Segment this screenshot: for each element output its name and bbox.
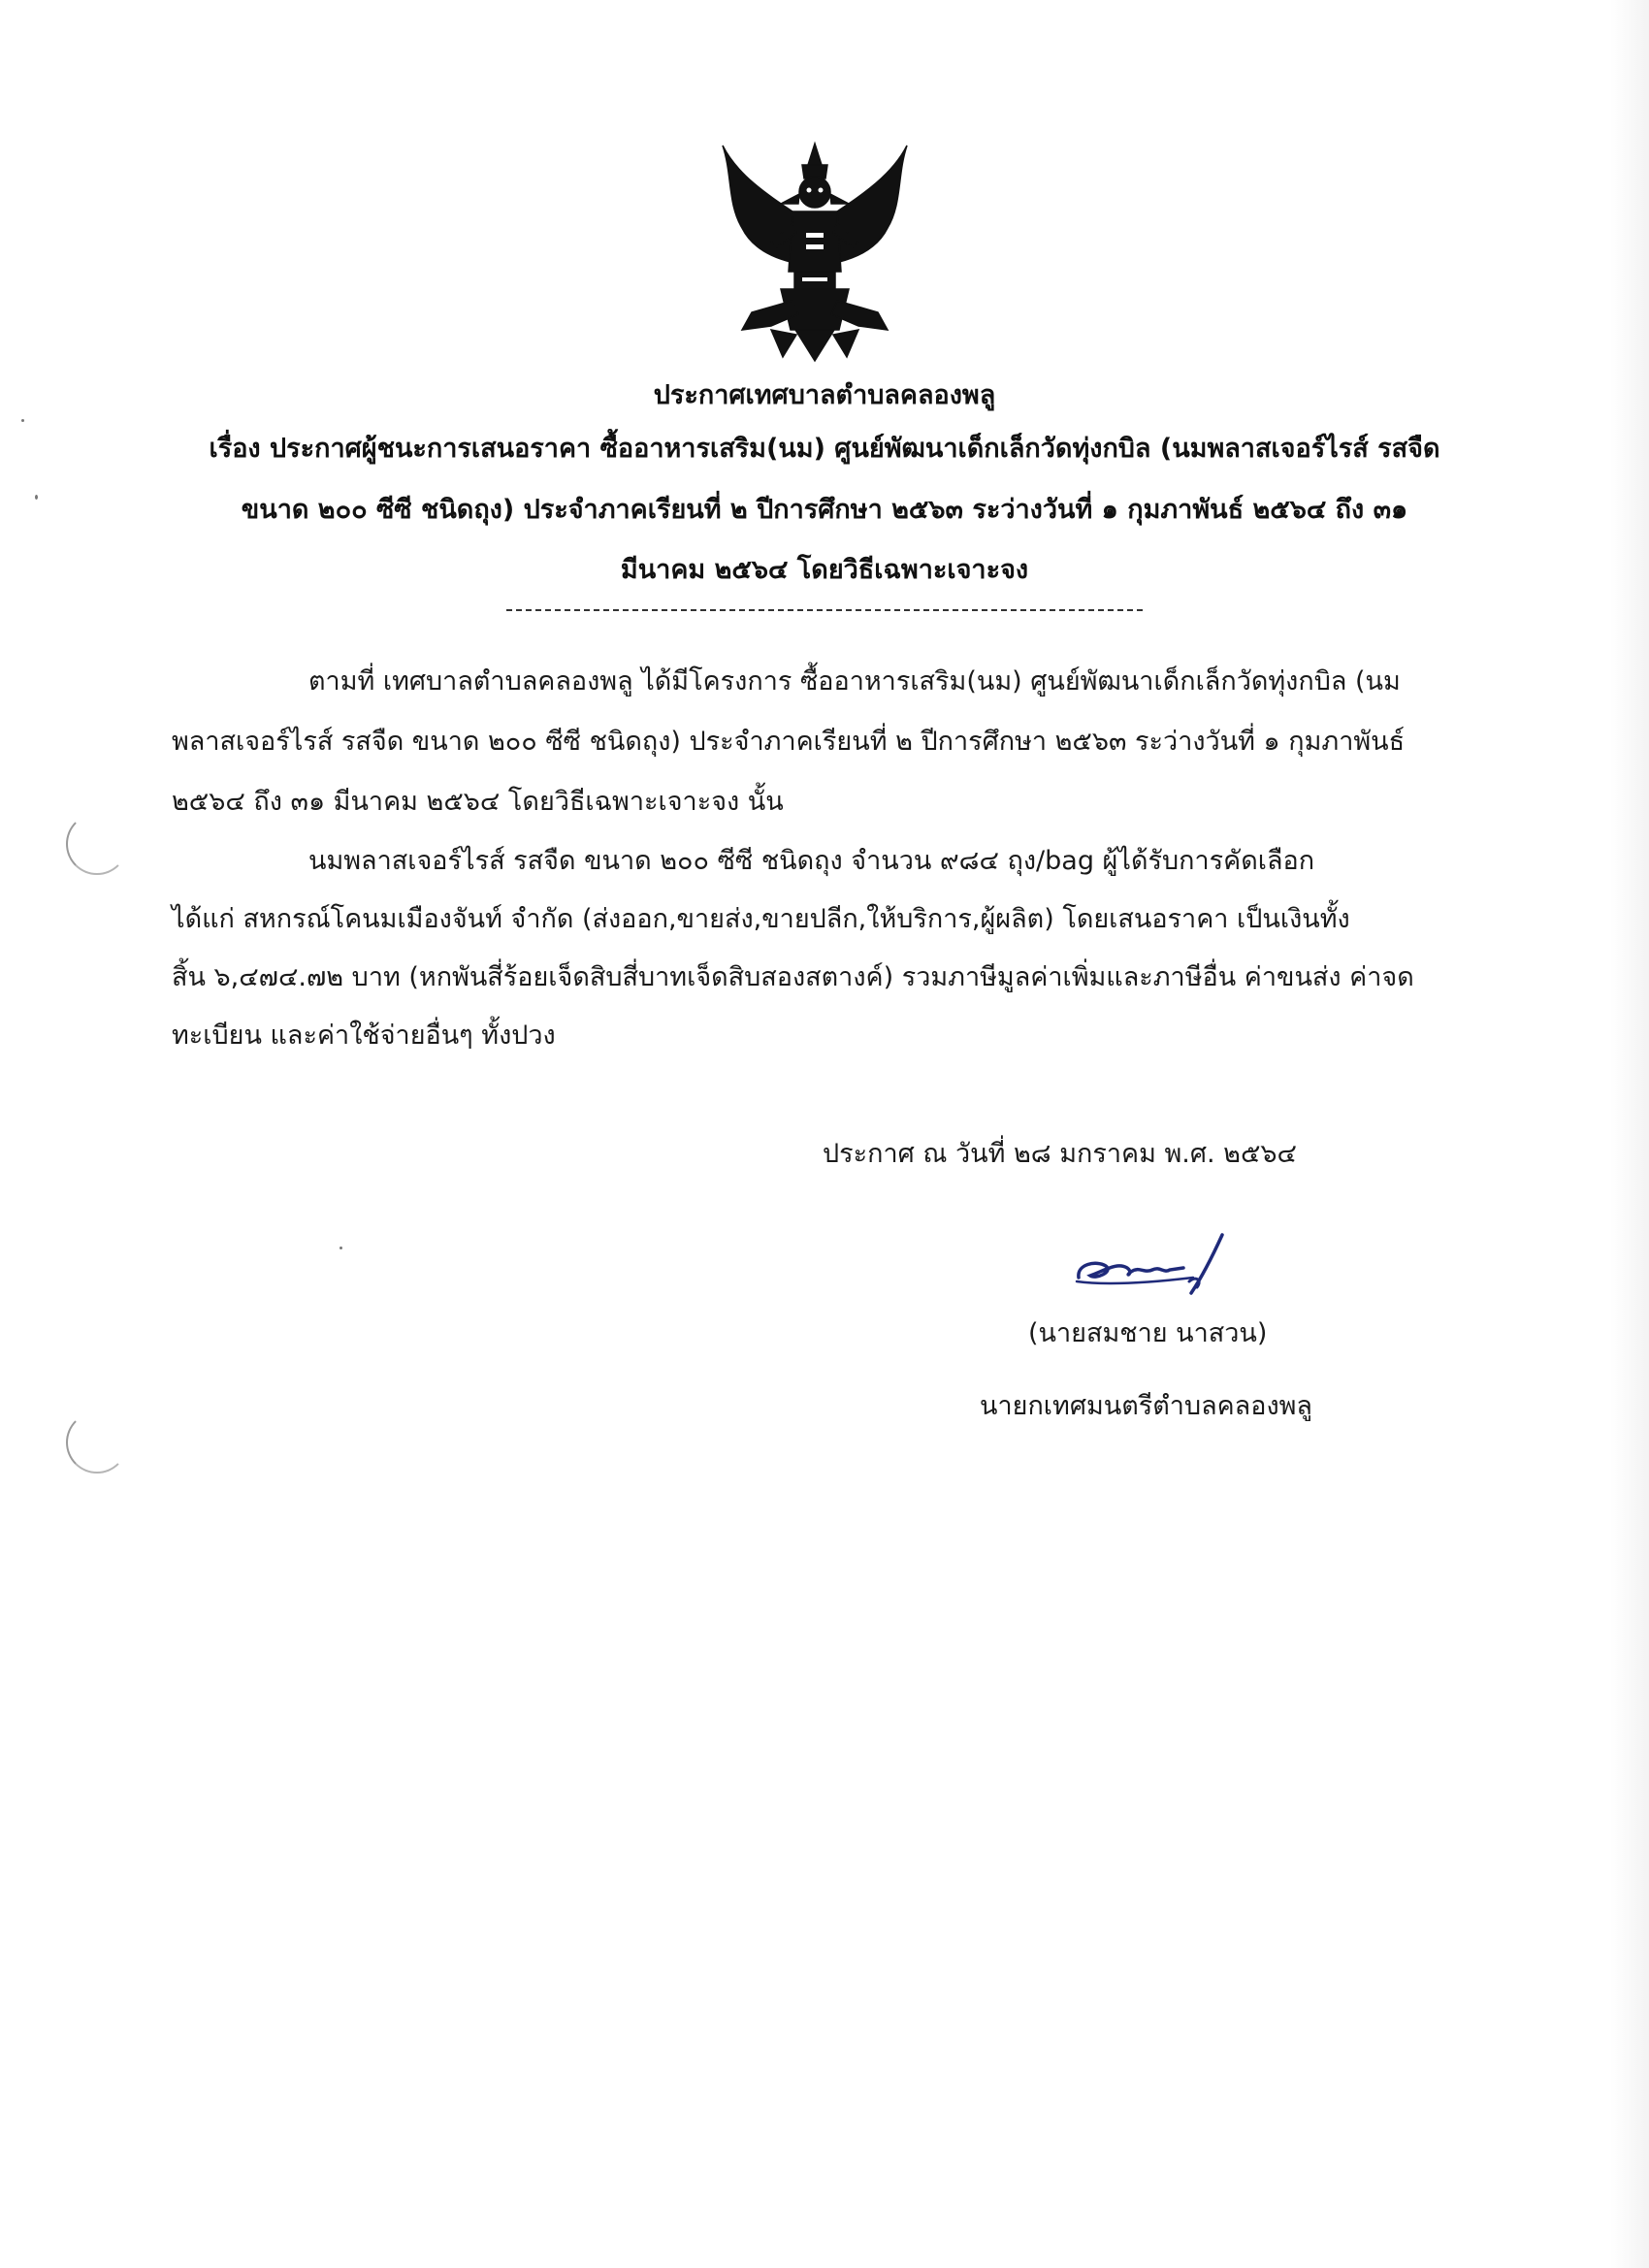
scan-speck	[21, 419, 24, 422]
punch-hole-mark	[66, 813, 128, 875]
scan-speck	[340, 1247, 342, 1249]
body-text-line: พลาสเจอร์ไรส์ รสจืด ขนาด ๒๐๐ ซีซี ชนิดถุง) ประจำภาคเรียนที่ ๒ ปีการศึกษา ๒๕๖๓ ระว่างวันที่ ๑ กุมภาพันธ์	[172, 727, 1406, 757]
announcement-date: ประกาศ ณ วันที่ ๒๘ มกราคม พ.ศ. ๒๕๖๔	[823, 1139, 1297, 1169]
signature-icon	[1067, 1227, 1242, 1305]
garuda-emblem-icon	[713, 136, 917, 364]
subject-line: ขนาด ๒๐๐ ซีซี ชนิดถุง) ประจำภาคเรียนที่ ๒ ปีการศึกษา ๒๕๖๓ ระว่างวันที่ ๑ กุมภาพันธ์ ๒๕๖๔ ถึง ๓๑	[241, 495, 1408, 525]
body-text-line: สิ้น ๖,๔๗๔.๗๒ บาท (หกพันสี่ร้อยเจ็ดสิบสี่บาทเจ็ดสิบสองสตางค์) รวมภาษีมูลค่าเพิ่มและภาษีอื่น ค่าขนส่ง ค่าจด	[172, 962, 1414, 992]
signer-title: นายกเทศมนตรีตำบลคลองพลู	[980, 1391, 1312, 1421]
body-text-line: นมพลาสเจอร์ไรส์ รสจืด ขนาด ๒๐๐ ซีซี ชนิดถุง จำนวน ๙๘๔ ถุง/bag ผู้ได้รับการคัดเลือก	[308, 846, 1315, 876]
subject-line: เรื่อง ประกาศผู้ชนะการเสนอราคา ซื้ออาหารเสริม(นม) ศูนย์พัฒนาเด็กเล็กวัดทุ่งกบิล (นมพลาสเจอร์ไรส์ รสจืด	[209, 434, 1440, 464]
scan-speck	[35, 495, 38, 500]
punch-hole-mark	[66, 1411, 128, 1474]
scan-edge-shadow	[1610, 0, 1649, 2268]
body-text-line: ตามที่ เทศบาลตำบลคลองพลู ได้มีโครงการ ซื้ออาหารเสริม(นม) ศูนย์พัฒนาเด็กเล็กวัดทุ่งกบิล (นม	[308, 666, 1401, 697]
subject-line: มีนาคม ๒๕๖๔ โดยวิธีเฉพาะเจาะจง	[620, 555, 1029, 585]
signer-name: (นายสมชาย นาสวน)	[1028, 1318, 1268, 1348]
divider	[506, 609, 1143, 611]
body-text-line: ๒๕๖๔ ถึง ๓๑ มีนาคม ๒๕๖๔ โดยวิธีเฉพาะเจาะจง นั้น	[172, 787, 784, 817]
body-text-line: ได้แก่ สหกรณ์โคนมเมืองจันท์ จำกัด (ส่งออก,ขายส่ง,ขายปลีก,ให้บริการ,ผู้ผลิต) โดยเสนอราคา เป็นเงินทั้ง	[172, 904, 1350, 934]
body-text-line: ทะเบียน และค่าใช้จ่ายอื่นๆ ทั้งปวง	[172, 1021, 556, 1051]
announcement-org: ประกาศเทศบาลตำบลคลองพลู	[653, 380, 996, 410]
